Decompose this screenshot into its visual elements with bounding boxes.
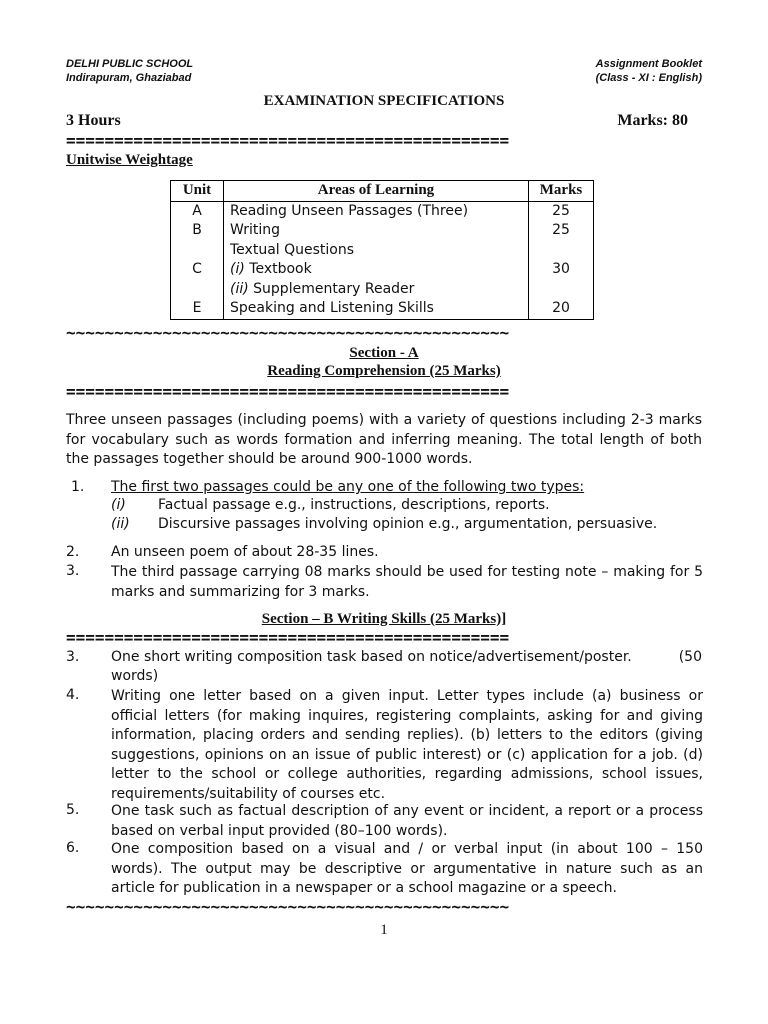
item-text-block bbox=[111, 802, 703, 841]
table-header-unit: Unit bbox=[171, 181, 224, 202]
table-row bbox=[171, 241, 594, 261]
item-line: official letters (for making inquires, registering complaints, asking for and giving bbox=[111, 707, 703, 724]
table-cell-unit: B bbox=[171, 221, 224, 241]
item-line: words). The output may be descriptive or argumentative in nature such as an bbox=[111, 860, 703, 877]
item-line: marks and summarizing for 3 marks. bbox=[111, 583, 370, 600]
divider-tilde: ~~~~~~~~~~~~~~~~~~~~~~~~~~~~~~~~~~~~~~~~~~~~~~ bbox=[66, 323, 510, 342]
table-cell-area: Speaking and Listening Skills bbox=[224, 299, 529, 319]
item-text-block bbox=[111, 840, 703, 899]
class-info: (Class - XI : English) bbox=[595, 72, 702, 84]
item-line: The third passage carrying 08 marks should be used for testing note – making for 5 bbox=[111, 564, 703, 580]
page-number: 1 bbox=[380, 922, 388, 938]
sub-item-label: (ii) bbox=[111, 516, 130, 532]
table-cell-marks: 30 bbox=[529, 260, 594, 280]
area-text: Textbook bbox=[249, 261, 312, 277]
item-text: words) bbox=[111, 668, 159, 684]
weightage-table bbox=[170, 180, 594, 320]
roman-label: (ii) bbox=[230, 280, 249, 297]
item-number: 6. bbox=[66, 840, 80, 856]
item-number: 5. bbox=[66, 802, 80, 818]
item-text-suffix: (50 bbox=[678, 649, 702, 665]
table-header-marks: Marks bbox=[529, 181, 594, 202]
table-cell-area: Textual Questions bbox=[224, 241, 529, 261]
divider-equals: ============================================== bbox=[66, 131, 510, 150]
table-row bbox=[171, 260, 594, 280]
table-header-row bbox=[171, 181, 594, 202]
table-cell-marks bbox=[529, 280, 594, 300]
total-marks: Marks: 80 bbox=[617, 112, 688, 129]
item-text-block bbox=[111, 687, 703, 804]
divider-equals: ============================================== bbox=[66, 382, 510, 401]
page-title: EXAMINATION SPECIFICATIONS bbox=[263, 93, 505, 109]
booklet-label: Assignment Booklet bbox=[595, 58, 702, 70]
table-cell-unit bbox=[171, 241, 224, 261]
intro-line: the passages together should be around 900-1000 words. bbox=[66, 451, 473, 467]
table-cell-marks: 20 bbox=[529, 299, 594, 319]
intro-line: Three unseen passages (including poems) with a variety of questions including 2-3 marks bbox=[66, 412, 702, 428]
table-cell-area: Reading Unseen Passages (Three) bbox=[224, 201, 529, 221]
table-row bbox=[171, 221, 594, 241]
table-cell-marks: 25 bbox=[529, 221, 594, 241]
school-name: DELHI PUBLIC SCHOOL bbox=[66, 58, 194, 70]
item-line: letter to the school or college authorities, regarding admissions, school issues, bbox=[111, 766, 703, 782]
table-cell-area: Writing bbox=[224, 221, 529, 241]
item-text-block bbox=[111, 563, 703, 602]
item-number: 3. bbox=[66, 649, 80, 665]
table-cell-marks: 25 bbox=[529, 201, 594, 221]
table-cell-unit: E bbox=[171, 299, 224, 319]
item-line: article for publication in a newspaper or a school magazine or a speech. bbox=[111, 880, 617, 896]
item-line: based on verbal input provided (80–100 words). bbox=[111, 822, 448, 839]
item-number: 2. bbox=[66, 544, 80, 560]
item-line: suggestions, opinions on an issue of public interest) or (c) application for a job. (d) bbox=[111, 746, 703, 763]
table-row bbox=[171, 280, 594, 300]
table-row bbox=[171, 299, 594, 319]
item-text: An unseen poem of about 28-35 lines. bbox=[111, 544, 379, 560]
item-line: Writing one letter based on a given input. Letter types include (a) business or bbox=[111, 688, 703, 704]
section-b-title: Section – B Writing Skills (25 Marks)] bbox=[261, 611, 507, 627]
section-a-intro bbox=[66, 411, 702, 470]
item-line: requirements/suitability of courses etc. bbox=[111, 785, 386, 802]
duration: 3 Hours bbox=[66, 112, 121, 129]
sub-item-text: Discursive passages involving opinion e.g., argumentation, persuasive. bbox=[158, 516, 658, 532]
weightage-heading: Unitwise Weightage bbox=[66, 152, 193, 168]
table-cell-unit: C bbox=[171, 260, 224, 280]
divider-equals: ============================================== bbox=[66, 628, 510, 647]
item-number: 1. bbox=[71, 479, 85, 495]
table-header-areas: Areas of Learning bbox=[224, 181, 529, 202]
table-row bbox=[171, 201, 594, 221]
sub-item-label: (i) bbox=[111, 497, 126, 513]
sub-item-text: Factual passage e.g., instructions, descriptions, reports. bbox=[158, 497, 550, 513]
area-text: Supplementary Reader bbox=[253, 280, 415, 297]
table-cell-unit: A bbox=[171, 201, 224, 221]
table-cell-unit bbox=[171, 280, 224, 300]
item-number: 4. bbox=[66, 687, 80, 703]
table-cell-marks bbox=[529, 241, 594, 261]
item-line: One composition based on a visual and / or verbal input (in about 100 – 150 bbox=[111, 841, 703, 857]
item-line: One task such as factual description of any event or incident, a report or a process bbox=[111, 803, 703, 819]
roman-label: (i) bbox=[230, 261, 245, 277]
item-number: 3. bbox=[66, 563, 80, 579]
school-location: Indirapuram, Ghaziabad bbox=[66, 72, 192, 84]
section-a-subtitle: Reading Comprehension (25 Marks) bbox=[267, 363, 501, 379]
intro-line: for vocabulary such as words formation and inferring meaning. The total length of both bbox=[66, 431, 702, 448]
table-cell-area bbox=[224, 260, 529, 280]
item-text: The first two passages could be any one of the following two types: bbox=[111, 479, 585, 495]
item-line: information, placing orders and sending replies). (b) letters to the editors (giving bbox=[111, 727, 703, 743]
section-a-title: Section - A bbox=[349, 345, 419, 361]
divider-tilde: ~~~~~~~~~~~~~~~~~~~~~~~~~~~~~~~~~~~~~~~~~~~~~~ bbox=[66, 897, 510, 916]
table-cell-area bbox=[224, 280, 529, 300]
item-text: One short writing composition task based on notice/advertisement/poster. bbox=[111, 649, 632, 665]
